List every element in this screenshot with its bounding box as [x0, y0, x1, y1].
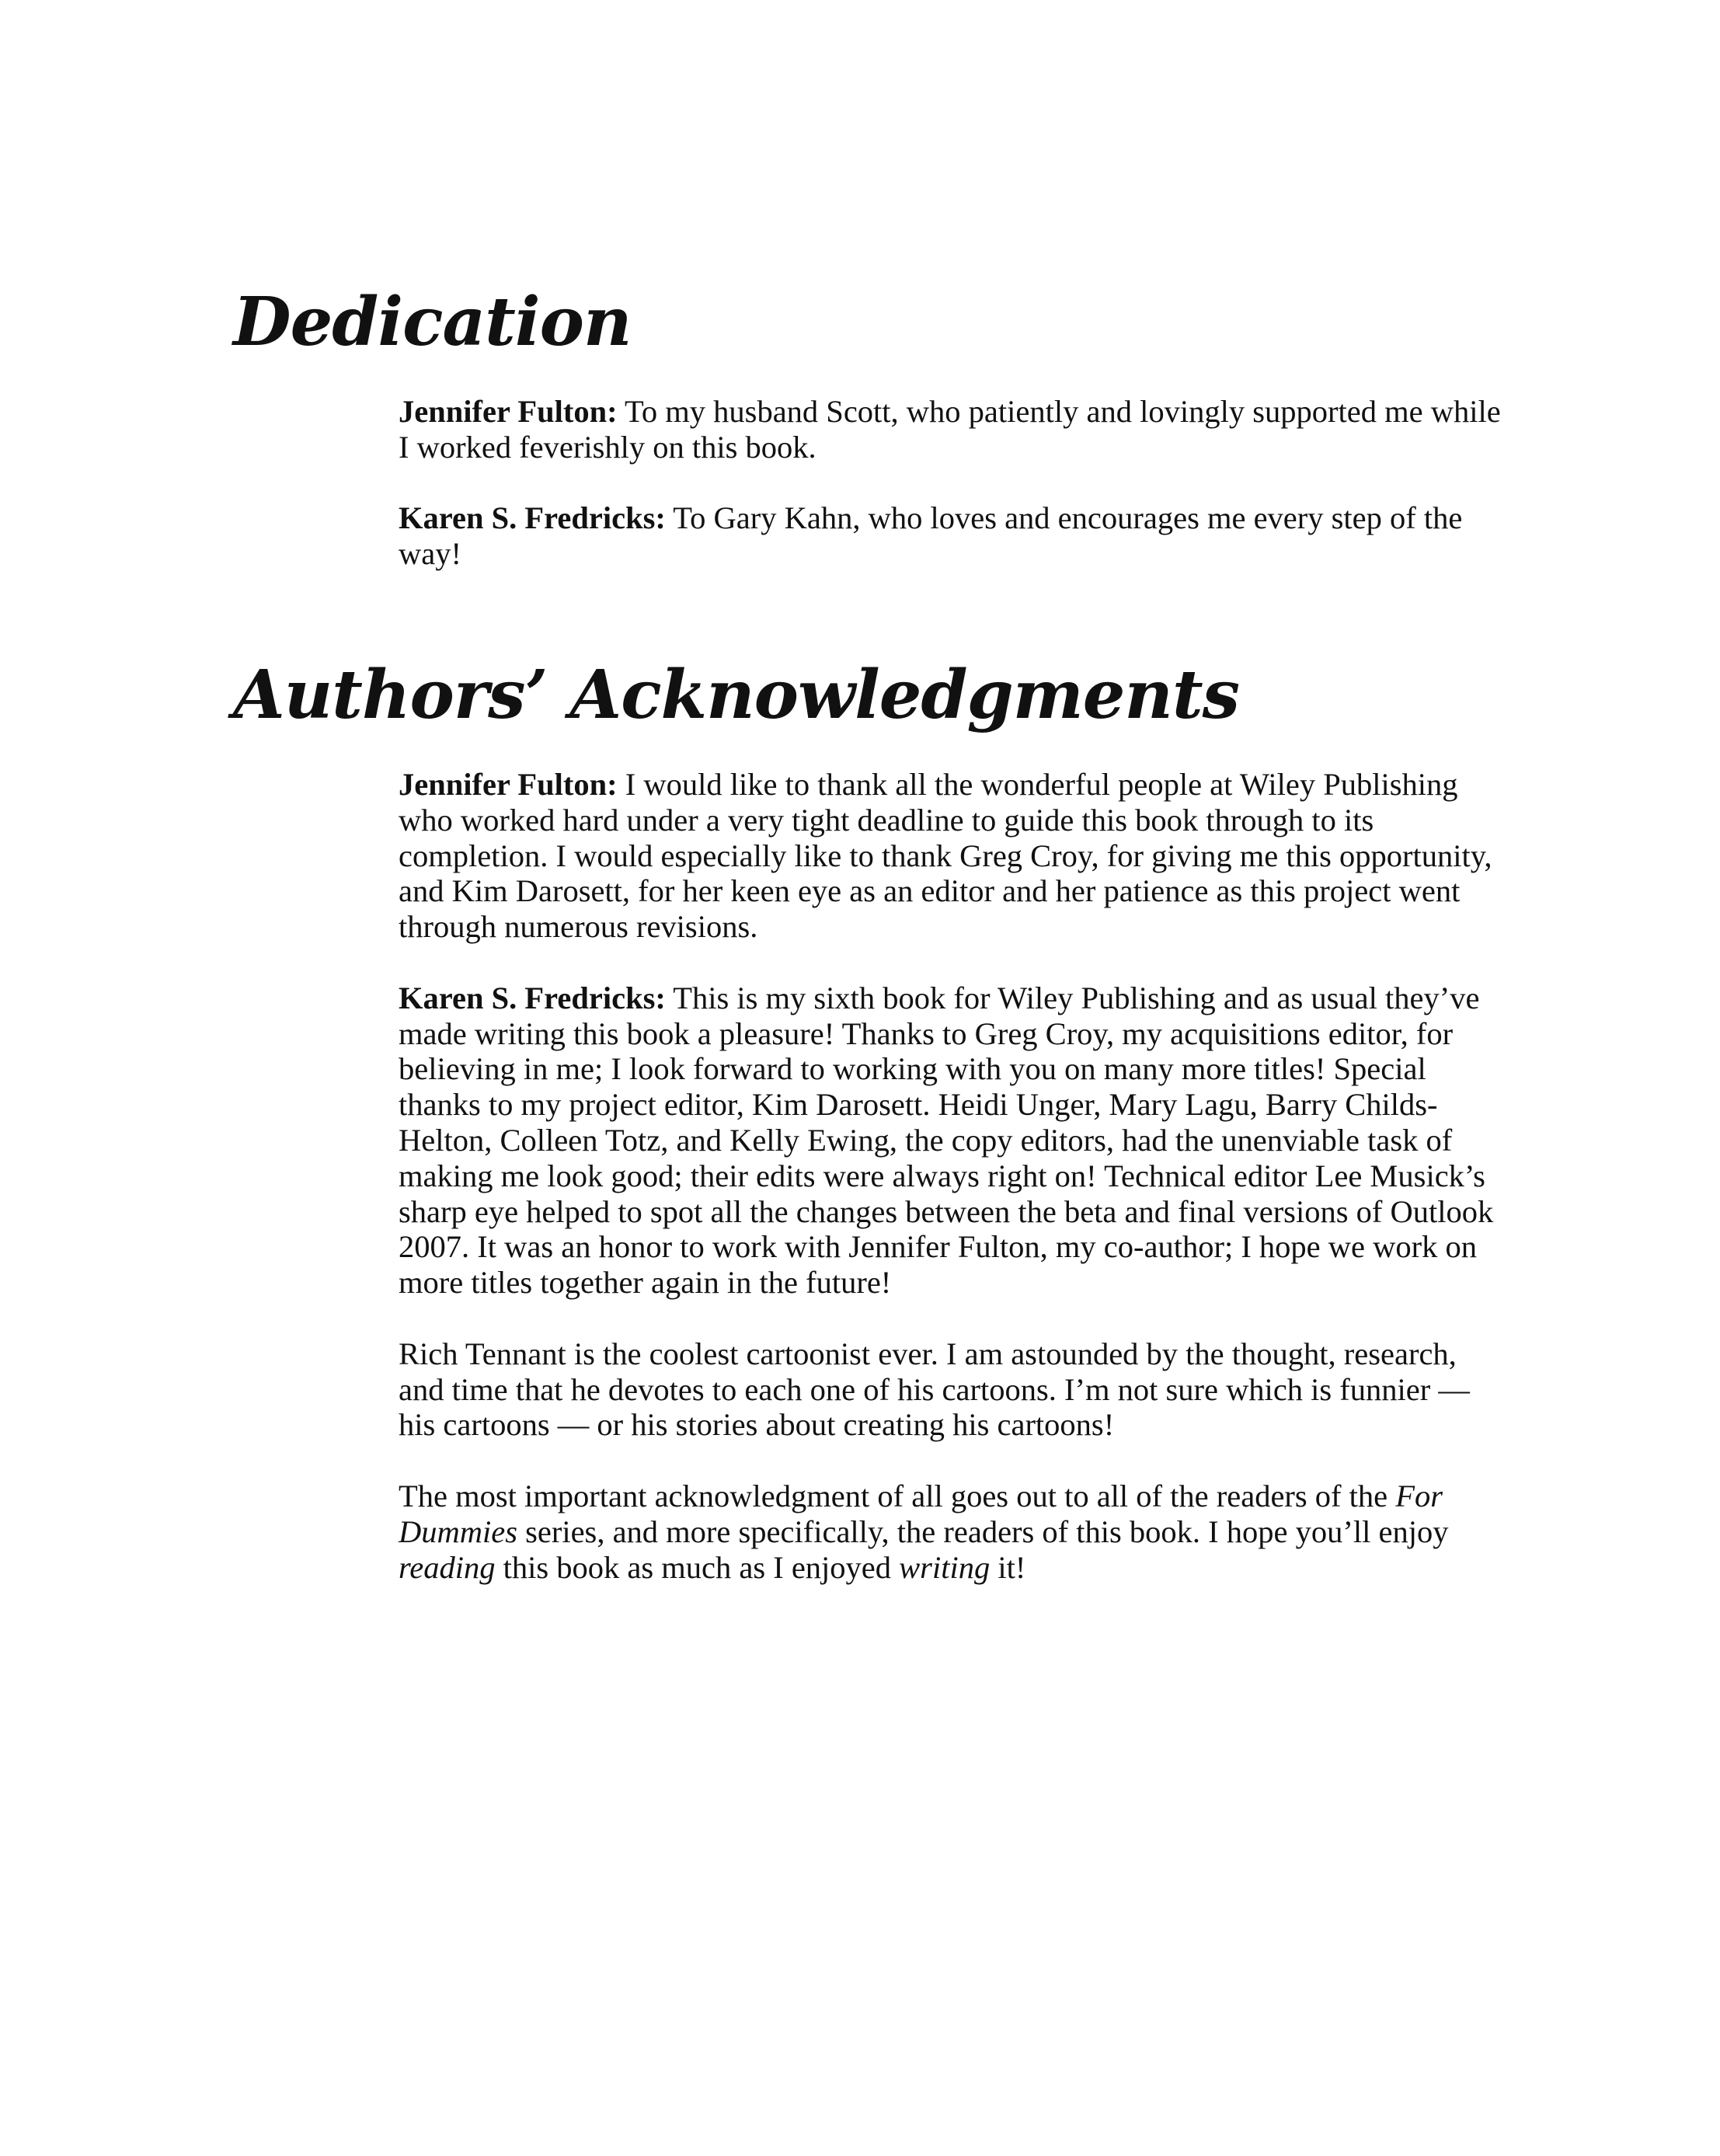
acknowledgment-paragraph — [399, 1479, 1502, 1585]
acknowledgments-body — [399, 767, 1502, 1585]
acknowledgment-text: I would like to thank all the wonderful people at Wiley Publishing who worked hard under a very tight deadline to guide this book through to its completion. I would especially like to thank Greg Croy, for giving me this opportunity, and Kim Darosett, for her keen eye as an editor and her patience as this project went through numerous revisions. — [399, 767, 1492, 945]
acknowledgment-paragraph — [399, 1336, 1502, 1443]
acknowledgment-text: it! — [990, 1549, 1026, 1585]
emphasized-word: writing — [899, 1549, 991, 1585]
dedication-heading: Dedication — [233, 283, 632, 361]
acknowledgment-text: series, and more specifically, the readers of this book. I hope you’ll enjoy — [517, 1513, 1449, 1549]
acknowledgments-heading: Authors’ Acknowledgments — [233, 656, 1240, 734]
acknowledgment-text: This is my sixth book for Wiley Publishing and as usual they’ve made writing this book a pleasure! Thanks to Greg Croy, my acquisitions editor, for believing in me; I look forward to working with you on many more titles! Special thanks to my project editor, Kim Darosett. Heidi Unger, Mary Lagu, Barry Childs-Helton, Colleen Totz, and Kelly Ewing, the copy editors, had the unenviable task of making me look good; their edits were always right on! Technical editor Lee Musick’s sharp eye helped to spot all the changes between the beta and final versions of Outlook 2007. It was an honor to work with Jennifer Fulton, my co-author; I hope we work on more titles together again in the future! — [399, 980, 1494, 1301]
acknowledgment-text: The most important acknowledgment of all goes out to all of the readers of the — [399, 1478, 1396, 1513]
acknowledgment-paragraph — [399, 980, 1502, 1301]
dedication-paragraph — [399, 394, 1502, 465]
author-name: Jennifer Fulton: — [399, 767, 618, 802]
acknowledgment-text: Rich Tennant is the coolest cartoonist ever. I am astounded by the thought, research, and time that he devotes to each one of his cartoons. I’m not sure which is funnier — his cartoons — or his stories about creating his cartoons! — [399, 1336, 1470, 1443]
dedication-text: To my husband Scott, who patiently and lovingly supported me while I worked feverishly on this book. — [399, 394, 1501, 465]
book-series-title: For Dummies — [399, 1478, 1443, 1549]
emphasized-word: reading — [399, 1549, 496, 1585]
author-name: Karen S. Fredricks: — [399, 500, 666, 536]
dedication-body — [399, 394, 1502, 572]
dedication-text: To Gary Kahn, who loves and encourages me every step of the way! — [399, 500, 1463, 572]
acknowledgment-paragraph — [399, 767, 1502, 945]
author-name: Jennifer Fulton: — [399, 394, 618, 429]
dedication-paragraph — [399, 500, 1502, 572]
acknowledgment-text: this book as much as I enjoyed — [495, 1549, 900, 1585]
author-name: Karen S. Fredricks: — [399, 980, 666, 1015]
